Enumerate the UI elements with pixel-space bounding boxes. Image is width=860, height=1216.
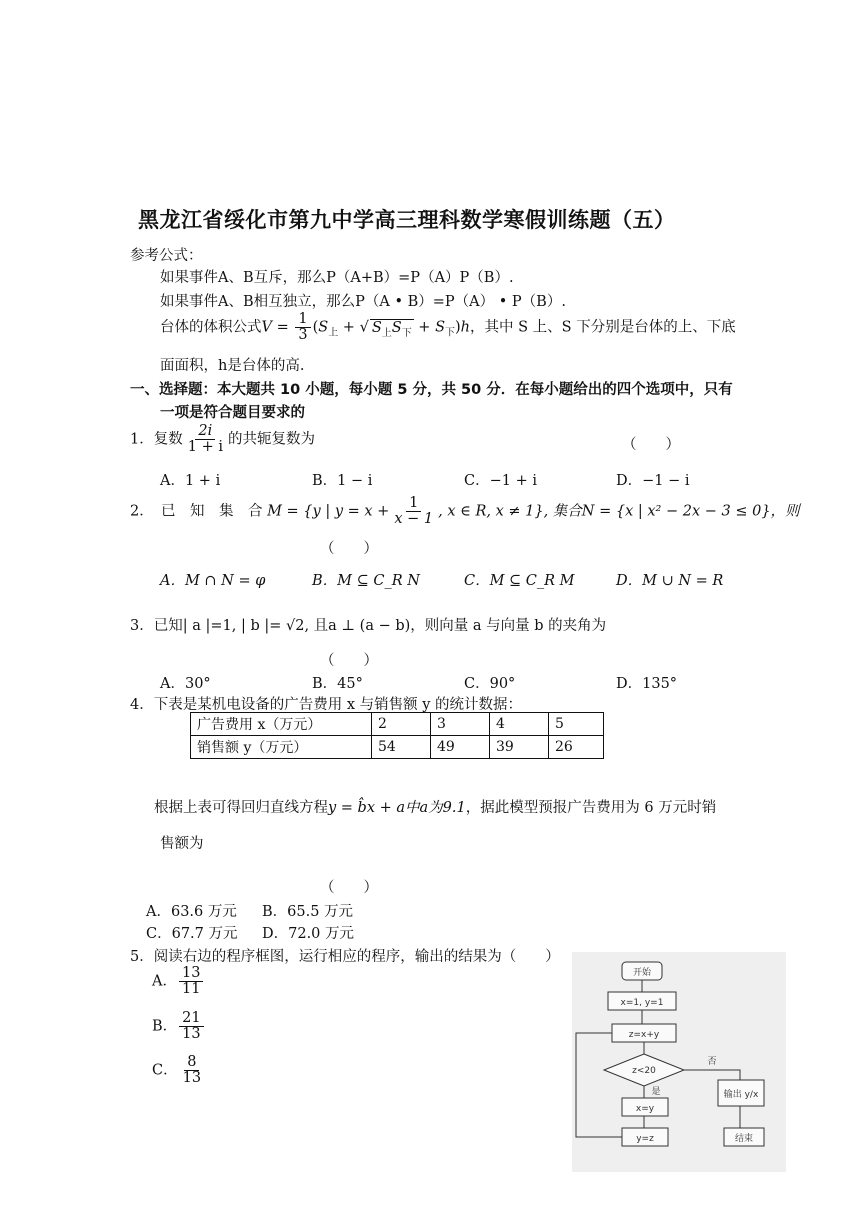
q2-fraction xyxy=(391,496,436,527)
frustum-fraction: $\frac{1}{3}$ xyxy=(295,312,310,343)
q4-option-d[interactable]: D．72.0 万元 xyxy=(262,926,355,942)
q4-answer-paren: （ ） xyxy=(320,880,378,896)
table-cell: 39 xyxy=(490,736,549,759)
q1-fraction xyxy=(185,424,226,455)
q4-line-1 xyxy=(154,796,716,817)
flowchart xyxy=(572,952,786,1172)
table-cell: 49 xyxy=(431,736,490,759)
q2-prefix: 2． 已 知 集 合 xyxy=(130,503,263,520)
ref-line-2: 如果事件A、B相互独立，那么P（A • B）=P（A） • P（B）. xyxy=(160,294,566,310)
q5-option-a-den: 11 xyxy=(181,981,201,998)
no-label: 否 xyxy=(707,1057,717,1067)
q4-option-b[interactable]: B．65.5 万元 xyxy=(262,904,354,920)
q1-answer-paren: （ ） xyxy=(622,437,680,453)
q5-option-c-label: C． xyxy=(152,1062,178,1079)
table-cell: 54 xyxy=(372,736,431,759)
table-row xyxy=(191,736,604,759)
q4-option-a[interactable]: A．63.6 万元 xyxy=(146,904,237,920)
q5-option-c-num: 8 xyxy=(184,1055,199,1071)
q4-line-1-b: ，据此模型预报广告费用为 6 万元时销 xyxy=(465,800,717,816)
end-label: 结束 xyxy=(734,1134,754,1144)
q1-option-c[interactable]: C．−1 + i xyxy=(464,473,537,489)
step1-label: x=y xyxy=(635,1104,655,1114)
q2-set-m-a: M = {y | y = x + xyxy=(267,503,390,520)
ref-line-3-suffix: ，其中 S 上、S 下分别是台体的上、下底 xyxy=(470,319,736,336)
q1-frac-den: 1 + i xyxy=(187,439,223,456)
step2-label: y=z xyxy=(636,1134,654,1144)
table-cell: 广告费用 x（万元） xyxy=(191,713,372,736)
q2-option-a[interactable]: A．M ∩ N = φ xyxy=(160,573,266,589)
q2-set-m-b: , x ∈ R, x ≠ 1}, 集合N = {x | x² − 2x − 3 ≤ 0}，则 xyxy=(438,503,800,520)
q2-option-b[interactable]: B．M ⊆ C_R N xyxy=(312,573,420,589)
assign-label: z=x+y xyxy=(628,1030,660,1040)
q3-option-c[interactable]: C．90° xyxy=(464,676,516,692)
ref-line-3-prefix: 台体的体积公式 xyxy=(160,319,262,336)
q3-option-d[interactable]: D．135° xyxy=(616,676,678,692)
q1-frac-num: 2i xyxy=(195,424,215,440)
start-label: 开始 xyxy=(632,968,652,978)
ref-line-3: 台体的体积公式V = $\frac{1}{3}$ ($S_上$ + √ $S_上S_下 + S_下)h$，其中 S 上、S 下分别是台体的上、下底 xyxy=(160,311,736,344)
q4-line-1-a: 根据上表可得回归直线方程 xyxy=(154,800,328,816)
q5-option-c-den: 13 xyxy=(182,1070,202,1087)
ref-line-1: 如果事件A、B互斥，那么P（A+B）=P（A）P（B）. xyxy=(160,270,514,286)
q5-option-b[interactable] xyxy=(152,1011,206,1042)
q5-option-b-den: 13 xyxy=(182,1026,201,1043)
q4-line-2: 售额为 xyxy=(160,836,204,852)
q1-option-d[interactable]: D．−1 − i xyxy=(616,473,690,489)
init-label: x=1, y=1 xyxy=(620,998,664,1008)
yes-label: 是 xyxy=(651,1087,661,1097)
q5-option-c-fraction xyxy=(180,1055,204,1086)
q5-option-b-fraction xyxy=(179,1011,203,1042)
q5-option-b-label: B． xyxy=(152,1018,178,1035)
q2-frac-den: x − 1 xyxy=(394,511,434,528)
condition-label: z<20 xyxy=(632,1066,656,1076)
q1-prefix: 1．复数 xyxy=(130,431,183,448)
q3-option-b[interactable]: B．45° xyxy=(312,676,363,692)
section-heading-cont: 一项是符合题目要求的 xyxy=(160,405,305,421)
table-cell: 4 xyxy=(490,713,549,736)
data-table xyxy=(190,712,604,759)
question-4: 4．下表是某机电设备的广告费用 x 与销售额 y 的统计数据： xyxy=(130,697,523,713)
q5-option-a-fraction xyxy=(179,966,203,997)
q3-option-a[interactable]: A．30° xyxy=(160,676,211,692)
q2-frac-num: 1 xyxy=(406,496,421,512)
q4-option-c[interactable]: C．67.7 万元 xyxy=(146,926,238,942)
q2-option-d[interactable]: D．M ∪ N = R xyxy=(616,573,724,589)
q5-option-b-num: 21 xyxy=(179,1011,203,1027)
table-cell: 销售额 y（万元） xyxy=(191,736,372,759)
question-1 xyxy=(130,424,315,455)
q3-answer-paren: （ ） xyxy=(320,653,378,669)
question-3: 3．已知| a |=1, | b |= √2, 且a ⊥ (a − b)，则向量 a 与向量 b 的夹角为 xyxy=(130,618,607,634)
q2-option-c[interactable]: C．M ⊆ C_R M xyxy=(464,573,575,589)
page-title: 黑龙江省绥化市第九中学高三理科数学寒假训练题（五） xyxy=(138,208,676,232)
q1-option-a[interactable]: A．1 + i xyxy=(160,473,221,489)
ref-heading: 参考公式： xyxy=(130,248,203,264)
table-cell: 5 xyxy=(549,713,604,736)
output-label: 输出 y/x xyxy=(723,1090,759,1100)
table-cell: 26 xyxy=(549,736,604,759)
question-5: 5．阅读右边的程序框图，运行相应的程序，输出的结果为（ ） xyxy=(130,949,560,965)
q4-formula: y = b̂x + a中a为9.1 xyxy=(328,800,466,816)
q5-option-a-label: A． xyxy=(152,973,177,990)
q1-suffix: 的共轭复数为 xyxy=(227,431,315,448)
table-row xyxy=(191,713,604,736)
table-cell: 3 xyxy=(431,713,490,736)
section-heading: 一、选择题：本大题共 10 小题，每小题 5 分，共 50 分．在每小题给出的四个选项中，只有 xyxy=(130,382,733,398)
ref-line-4: 面面积，h是台体的高. xyxy=(160,358,305,374)
q5-option-a-num: 13 xyxy=(179,966,203,982)
table-cell: 2 xyxy=(372,713,431,736)
q5-option-c[interactable] xyxy=(152,1055,206,1086)
q5-option-a[interactable] xyxy=(152,966,205,997)
flowchart-diagram xyxy=(572,952,786,1172)
q2-answer-paren: （ ） xyxy=(320,541,378,557)
question-2 xyxy=(130,496,800,527)
q1-option-b[interactable]: B．1 − i xyxy=(312,473,373,489)
